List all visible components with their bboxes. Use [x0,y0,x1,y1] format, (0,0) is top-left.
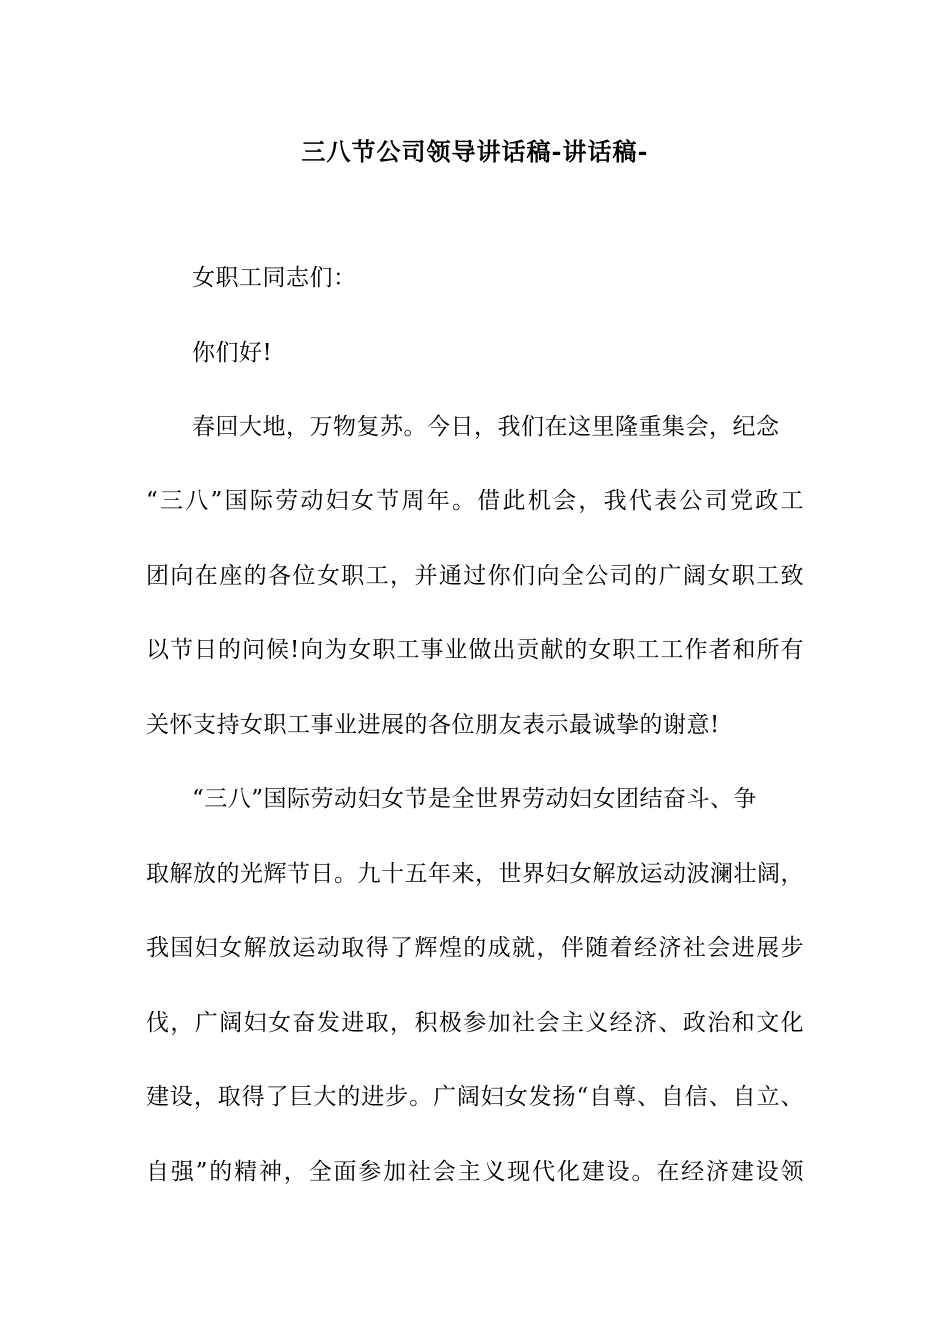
paragraph-line: 春回大地，万物复苏。今日，我们在这里隆重集会，纪念 [192,414,780,440]
paragraph-line: 我国妇女解放运动取得了辉煌的成就，伴随着经济社会进展步 [146,935,804,961]
paragraph-line: 以节日的问候!向为女职工事业做出贡献的女职工工作者和所有 [146,637,804,663]
greeting-line: 你们好! [192,340,273,366]
paragraph-line: 建设，取得了巨大的进步。广阔妇女发扬“自尊、自信、自立、 [146,1084,804,1110]
paragraph-line: 团向在座的各位女职工，并通过你们向全公司的广阔女职工致 [146,563,804,589]
document-title: 三八节公司领导讲话稿-讲话稿- [301,137,649,166]
paragraph-line: “三八”国际劳动妇女节周年。借此机会，我代表公司党政工 [146,488,804,514]
paragraph-line: “三八”国际劳动妇女节是全世界劳动妇女团结奋斗、争 [192,786,758,812]
paragraph-line: 自强”的精神，全面参加社会主义现代化建设。在经济建设领 [146,1159,804,1185]
paragraph-line: 关怀支持女职工事业进展的各位朋友表示最诚挚的谢意! [146,712,720,738]
salutation-line: 女职工同志们： [192,265,357,291]
paragraph-line: 伐，广阔妇女奋发进取，积极参加社会主义经济、政治和文化 [146,1010,804,1036]
paragraph-line: 取解放的光辉节日。九十五年来，世界妇女解放运动波澜壮阔， [146,861,804,887]
